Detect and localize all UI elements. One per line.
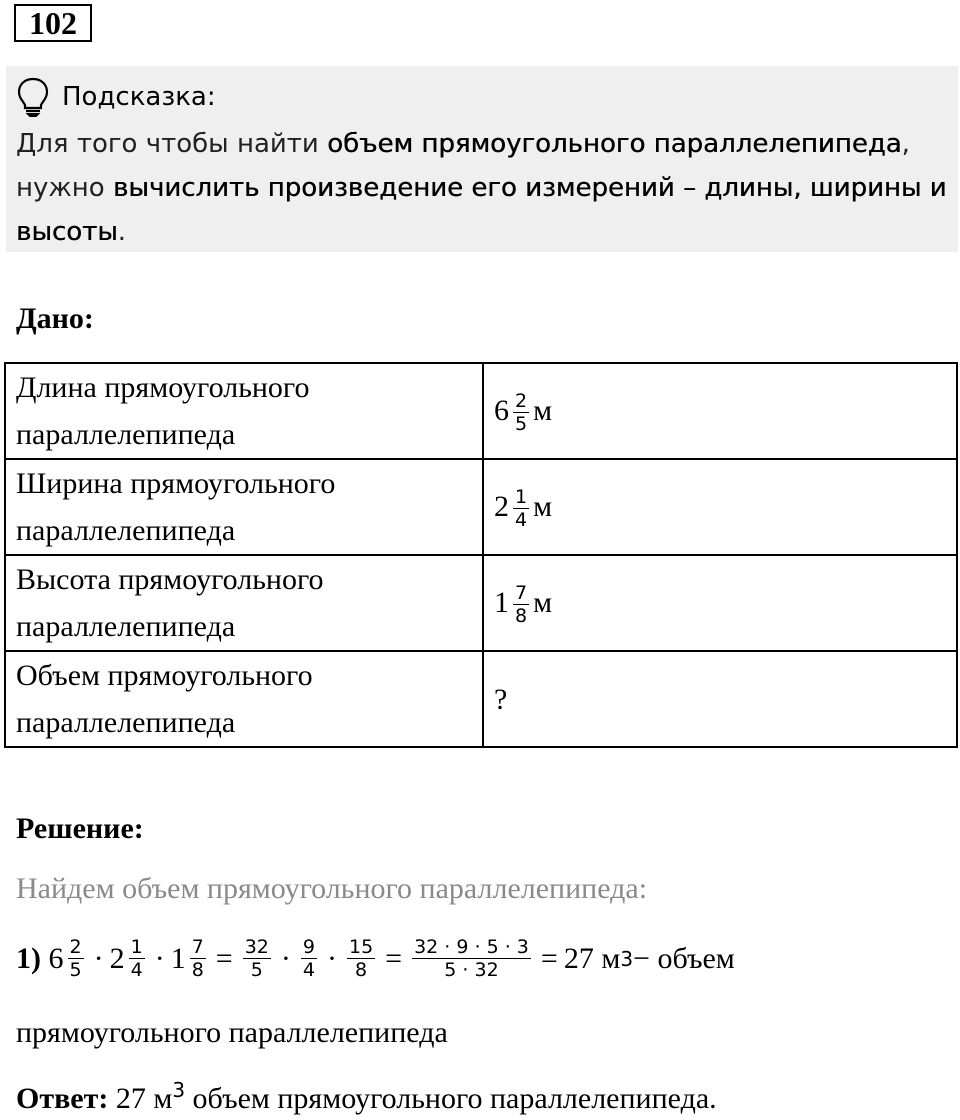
given-name-cell: Высота прямоугольного параллелепипеда <box>5 555 483 651</box>
answer: Ответ: 27 $м^3$ объем прямоугольного параллелепипеда. <box>16 1078 717 1115</box>
fraction: $\frac{15}{8}$ <box>348 936 374 981</box>
solution-step-1: 1) 6 $\frac{2}{5}$ · 2 $\frac{1}{4}$ · 1 $\frac{7}{8}$ = $\frac{32}{5}$ · $\frac{9}{4}$ · $\frac{15}{8}$ = $\frac{32 \cdot 9 \cdot 5 \cdot 3}{5 \cdot 32}$ = 27 м 3 − объем <box>16 936 735 981</box>
solution-label: Решение: <box>16 812 144 845</box>
given-name-cell: Ширина прямоугольного параллелепипеда <box>5 459 483 555</box>
lightbulb-icon <box>16 77 50 117</box>
given-name-cell: Длина прямоугольного параллелепипеда <box>5 363 483 459</box>
table-row <box>5 459 957 555</box>
fraction: $\frac{32}{5}$ <box>244 936 269 981</box>
given-table <box>4 362 958 748</box>
table-row <box>5 651 957 747</box>
table-row <box>5 555 957 651</box>
hint-box <box>6 66 958 252</box>
given-name-cell: Объем прямоугольного параллелепипеда <box>5 651 483 747</box>
given-value-cell: ? <box>483 651 957 747</box>
given-value-cell: 1 $\frac{7}{8}$ м <box>483 555 957 651</box>
solution-step-1-continued: прямоугольного параллелепипеда <box>16 1016 448 1049</box>
fraction: $\frac{7}{8}$ <box>515 582 528 628</box>
fraction: $\frac{1}{4}$ <box>130 936 143 981</box>
given-value-cell: 6 $\frac{2}{5}$ м <box>483 363 957 459</box>
fraction: $\frac{2}{5}$ <box>69 936 82 981</box>
fraction: $\frac{9}{4}$ <box>302 936 315 981</box>
hint-title-text: Подсказка: <box>62 82 216 112</box>
step-number: 1) <box>16 941 41 975</box>
fraction: $\frac{1}{4}$ <box>515 486 528 532</box>
fraction: $\frac{2}{5}$ <box>515 390 528 436</box>
hint-title <box>16 72 948 122</box>
given-label: Дано: <box>16 302 94 335</box>
fraction: $\frac{32 \cdot 9 \cdot 5 \cdot 3}{5 \cdot 32}$ <box>414 936 529 981</box>
fraction: $\frac{7}{8}$ <box>191 936 204 981</box>
task-number: 102 <box>14 4 92 42</box>
answer-label: Ответ: <box>16 1082 109 1115</box>
solution-intro: Найдем объем прямоугольного параллелепипеда: <box>16 872 648 905</box>
table-row <box>5 363 957 459</box>
given-value-cell: 2 $\frac{1}{4}$ м <box>483 459 957 555</box>
hint-text: Для того чтобы найти объем прямоугольного параллелепипеда, нужно вычислить произведение его измерений – длины, ширины и высоты. <box>16 129 947 247</box>
